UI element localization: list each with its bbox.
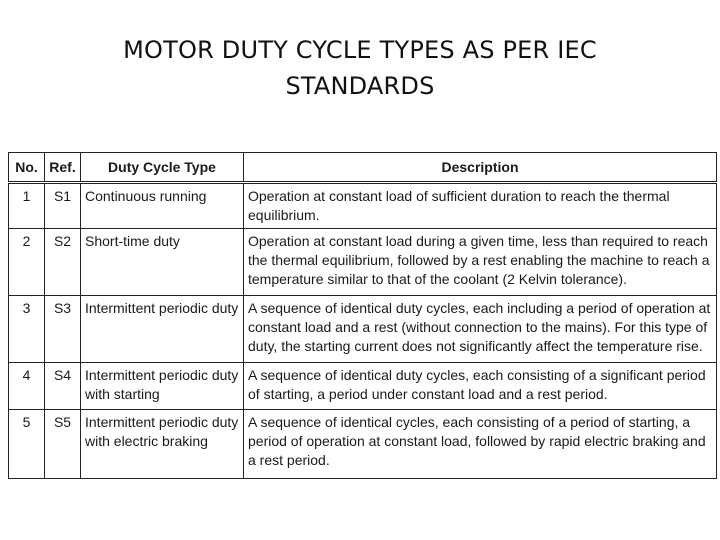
- table-row: [9, 410, 717, 479]
- duty-cycle-table-container: [8, 152, 716, 479]
- header-no: No.: [9, 153, 45, 183]
- header-duty-cycle-type: Duty Cycle Type: [81, 153, 244, 183]
- duty-cycle-table: [8, 152, 717, 479]
- header-description: Description: [244, 153, 717, 183]
- table-row: [9, 183, 717, 229]
- row-ref: S5: [45, 410, 81, 479]
- table-row: [9, 296, 717, 363]
- row-no: 4: [9, 363, 45, 410]
- row-no: 3: [9, 296, 45, 363]
- row-ref: S2: [45, 229, 81, 296]
- row-description: A sequence of identical duty cycles, each including a period of operation at constant load and a rest (without connection to the mains). For this type of duty, the starting current does not significantly affect the temperature rise.: [244, 296, 717, 363]
- row-duty-cycle-type: Short-time duty: [81, 229, 244, 296]
- row-no: 2: [9, 229, 45, 296]
- row-ref: S4: [45, 363, 81, 410]
- row-duty-cycle-type: Intermittent periodic duty with electric braking: [81, 410, 244, 479]
- row-description: Operation at constant load during a given time, less than required to reach the thermal equilibrium, followed by a rest enabling the machine to reach a temperature similar to that of the coolant (2 Kelvin tolerance).: [244, 229, 717, 296]
- row-description: Operation at constant load of sufficient duration to reach the thermal equilibrium.: [244, 183, 717, 229]
- slide-title-line-1: MOTOR DUTY CYCLE TYPES AS PER IEC: [123, 36, 597, 64]
- row-duty-cycle-type: Continuous running: [81, 183, 244, 229]
- row-description: A sequence of identical cycles, each consisting of a period of starting, a period of operation at constant load, followed by rapid electric braking and a rest period.: [244, 410, 717, 479]
- row-ref: S3: [45, 296, 81, 363]
- row-duty-cycle-type: Intermittent periodic duty with starting: [81, 363, 244, 410]
- row-no: 5: [9, 410, 45, 479]
- table-row: [9, 363, 717, 410]
- table-row: [9, 229, 717, 296]
- slide-title: [0, 32, 720, 104]
- row-description: A sequence of identical duty cycles, each consisting of a significant period of starting, a period under constant load and a rest period.: [244, 363, 717, 410]
- table-header-row: [9, 153, 717, 183]
- row-ref: S1: [45, 183, 81, 229]
- row-duty-cycle-type: Intermittent periodic duty: [81, 296, 244, 363]
- slide-title-line-2: STANDARDS: [285, 72, 435, 100]
- row-no: 1: [9, 183, 45, 229]
- header-ref: Ref.: [45, 153, 81, 183]
